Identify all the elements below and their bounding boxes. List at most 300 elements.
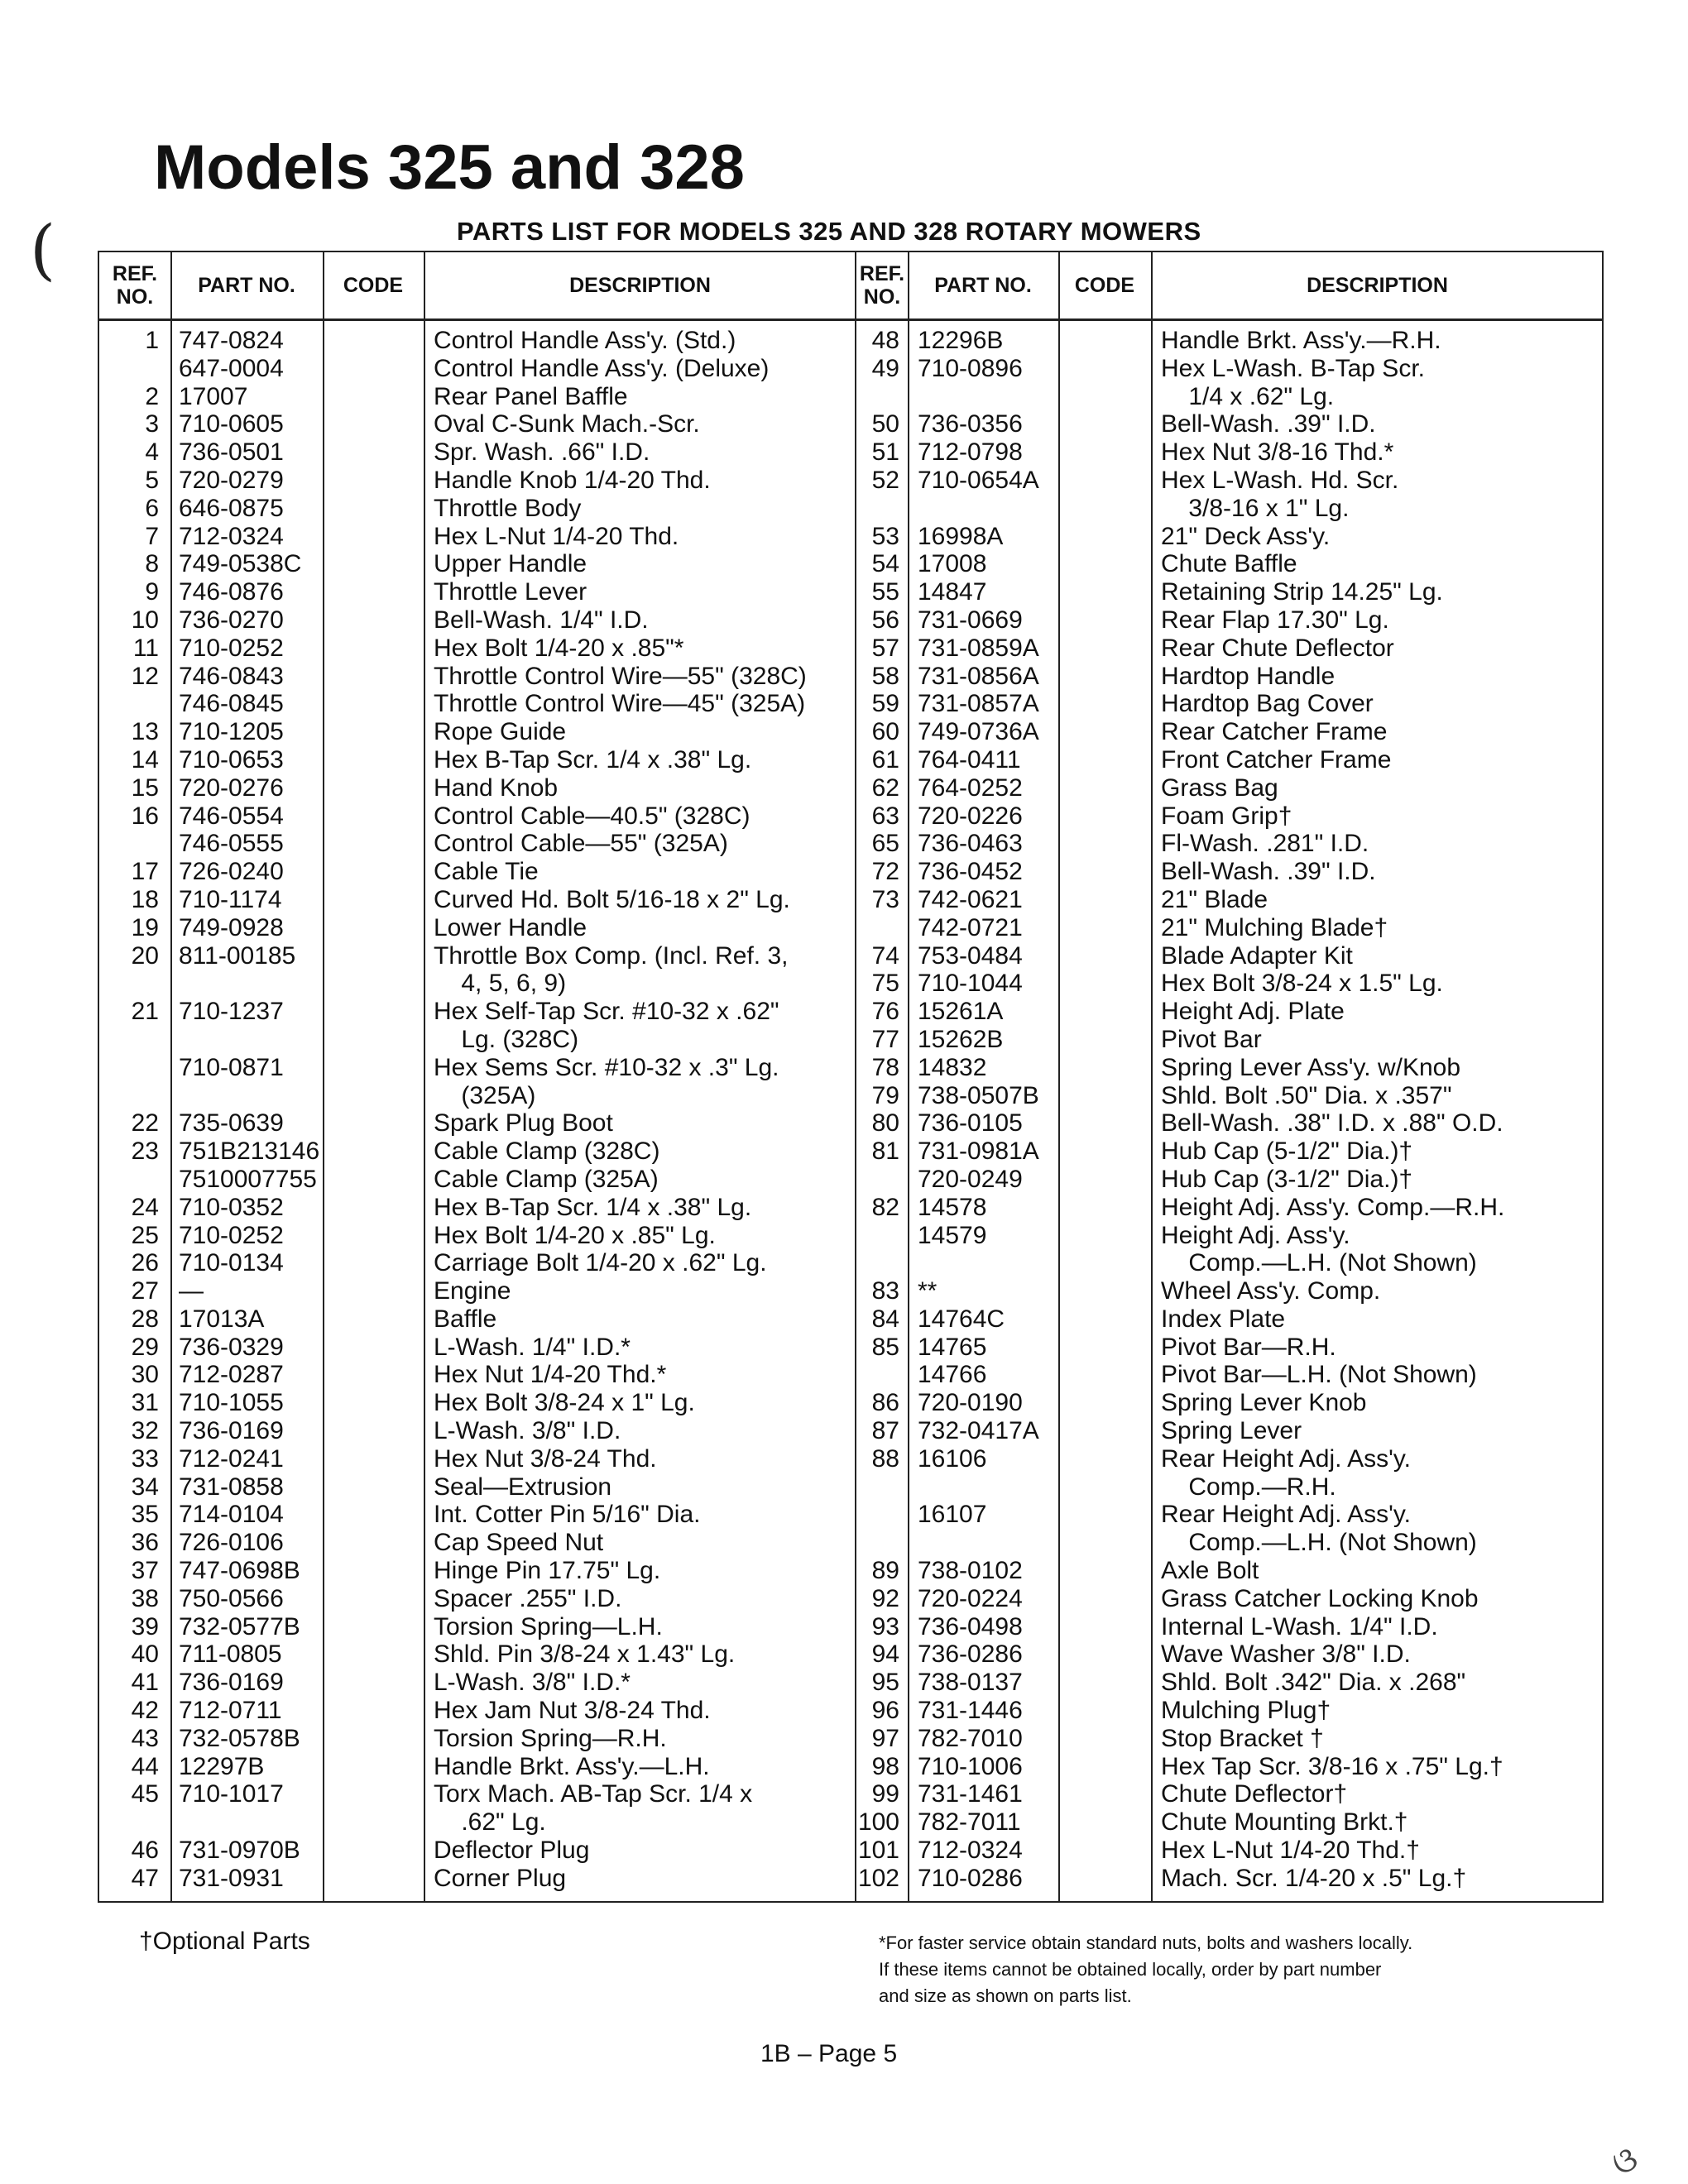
part-cell: 726-0240 xyxy=(179,858,284,886)
description-cell: Spr. Wash. .66" I.D. xyxy=(434,438,650,467)
table-row xyxy=(856,1026,1604,1054)
description-cell: Blade Adapter Kit xyxy=(1161,941,1353,970)
part-cell: 710-1205 xyxy=(179,718,284,746)
description-cell: Mach. Scr. 1/4-20 x .5" Lg.† xyxy=(1161,1864,1467,1892)
header-ref-no: REF. NO. xyxy=(859,262,905,309)
table-row xyxy=(856,802,1604,831)
description-cell: Shld. Bolt .342" Dia. x .268" xyxy=(1161,1669,1466,1697)
part-cell: 710-0605 xyxy=(179,410,284,438)
description-cell: Cable Clamp (325A) xyxy=(434,1165,659,1193)
page-title: Models 325 and 328 xyxy=(154,132,745,203)
ref-cell: 93 xyxy=(871,1612,899,1640)
description-cell: Bell-Wash. .39" I.D. xyxy=(1161,858,1376,886)
ref-cell: 12 xyxy=(131,662,159,690)
ref-cell: 10 xyxy=(131,606,159,634)
table-row xyxy=(856,1138,1604,1166)
table-row xyxy=(99,886,856,914)
description-cell: Foam Grip† xyxy=(1161,802,1292,830)
table-row xyxy=(856,1445,1604,1473)
ref-cell: 28 xyxy=(131,1305,159,1333)
description-cell: Rope Guide xyxy=(434,718,567,746)
ref-cell: 86 xyxy=(871,1389,899,1417)
part-cell: 731-1461 xyxy=(918,1780,1023,1808)
part-cell: 712-0241 xyxy=(179,1444,284,1473)
ref-cell: 102 xyxy=(857,1864,899,1892)
description-cell: Handle Brkt. Ass'y.—R.H. xyxy=(1161,327,1441,354)
ref-cell: 88 xyxy=(871,1444,899,1473)
description-cell: Hex Self-Tap Scr. #10-32 x .62" xyxy=(434,998,779,1026)
table-row xyxy=(99,1082,856,1110)
description-cell: Height Adj. Ass'y. xyxy=(1161,1221,1350,1249)
part-cell: 710-0286 xyxy=(918,1864,1023,1892)
table-row xyxy=(856,1613,1604,1641)
description-cell: 21" Blade xyxy=(1161,885,1268,913)
description-cell: Hex Bolt 3/8-24 x 1" Lg. xyxy=(434,1389,695,1417)
ref-cell: 17 xyxy=(131,858,159,886)
rows-right xyxy=(856,318,1604,1893)
description-cell: Throttle Control Wire—55" (328C) xyxy=(434,662,807,690)
part-cell: 782-7011 xyxy=(918,1808,1021,1837)
ref-cell: 14 xyxy=(131,745,159,774)
part-cell: 736-0356 xyxy=(918,410,1023,438)
description-cell: Fl-Wash. .281" I.D. xyxy=(1161,830,1369,858)
optional-parts-note: †Optional Parts xyxy=(139,1928,310,1955)
table-row xyxy=(99,327,856,355)
description-cell: Handle Knob 1/4-20 Thd. xyxy=(434,466,711,494)
ref-cell: 99 xyxy=(871,1780,899,1808)
table-row xyxy=(99,355,856,383)
description-cell: Control Cable—55" (325A) xyxy=(434,830,728,858)
part-cell: 14766 xyxy=(918,1361,987,1389)
ref-cell: 84 xyxy=(871,1305,899,1333)
description-cell: Spark Plug Boot xyxy=(434,1109,613,1138)
part-cell: 738-0507B xyxy=(918,1081,1039,1109)
service-note-line: *For faster service obtain standard nuts, bolts and washers locally. xyxy=(879,1933,1413,1953)
part-cell: 720-0226 xyxy=(918,802,1023,830)
ref-cell: 62 xyxy=(871,774,899,802)
table-row xyxy=(99,1109,856,1138)
description-cell: 21" Mulching Blade† xyxy=(1161,913,1388,941)
table-row xyxy=(856,327,1604,355)
description-cell: (325A) xyxy=(434,1081,536,1109)
part-cell: 742-0621 xyxy=(918,885,1023,913)
ref-cell: 26 xyxy=(131,1249,159,1277)
ref-cell: 35 xyxy=(131,1501,159,1529)
part-cell: 747-0698B xyxy=(179,1557,300,1585)
description-cell: Hex L-Nut 1/4-20 Thd. xyxy=(434,522,679,550)
part-cell: 764-0252 xyxy=(918,774,1023,802)
table-row xyxy=(856,467,1604,495)
description-cell: Control Handle Ass'y. (Std.) xyxy=(434,327,736,354)
part-cell: 710-1174 xyxy=(179,885,282,913)
ref-cell: 3 xyxy=(145,410,159,438)
table-row xyxy=(856,523,1604,551)
part-cell: 742-0721 xyxy=(918,913,1023,941)
ref-cell: 29 xyxy=(131,1333,159,1361)
description-cell: Hub Cap (3-1/2" Dia.)† xyxy=(1161,1165,1413,1193)
table-row xyxy=(99,1725,856,1753)
table-row xyxy=(856,1669,1604,1697)
part-cell: 731-0669 xyxy=(918,606,1023,634)
part-cell: 750-0566 xyxy=(179,1584,284,1612)
part-cell: 736-0270 xyxy=(179,606,284,634)
ref-cell: 75 xyxy=(871,970,899,998)
table-row xyxy=(856,858,1604,886)
part-cell: 710-0252 xyxy=(179,1221,284,1249)
table-row xyxy=(856,438,1604,467)
part-cell: 12296B xyxy=(918,327,1004,354)
table-row xyxy=(856,1109,1604,1138)
description-cell: Throttle Box Comp. (Incl. Ref. 3, xyxy=(434,941,789,970)
description-cell: Throttle Lever xyxy=(434,578,587,606)
ref-cell: 78 xyxy=(871,1053,899,1081)
description-cell: Hex Bolt 3/8-24 x 1.5" Lg. xyxy=(1161,970,1443,998)
table-row xyxy=(856,970,1604,998)
description-cell: Spring Lever Knob xyxy=(1161,1389,1367,1417)
description-cell: Chute Mounting Brkt.† xyxy=(1161,1808,1408,1837)
part-cell: 710-0352 xyxy=(179,1193,284,1221)
part-cell: 731-0931 xyxy=(179,1864,284,1892)
table-row xyxy=(99,1585,856,1613)
table-row xyxy=(99,1529,856,1557)
ref-cell: 65 xyxy=(871,830,899,858)
part-cell: 14765 xyxy=(918,1333,987,1361)
ref-cell: 46 xyxy=(131,1837,159,1865)
description-cell: Pivot Bar—R.H. xyxy=(1161,1333,1336,1361)
table-row xyxy=(856,886,1604,914)
table-row xyxy=(856,746,1604,774)
part-cell: 720-0276 xyxy=(179,774,284,802)
table-row xyxy=(856,1222,1604,1250)
ref-cell: 97 xyxy=(871,1724,899,1752)
part-cell: 16107 xyxy=(918,1501,987,1529)
table-row xyxy=(99,830,856,858)
table-row xyxy=(856,1557,1604,1585)
description-cell: Hardtop Bag Cover xyxy=(1161,690,1374,718)
description-cell: Hex Nut 1/4-20 Thd.* xyxy=(434,1361,667,1389)
table-row xyxy=(856,998,1604,1026)
table-row xyxy=(99,1222,856,1250)
description-cell: Int. Cotter Pin 5/16" Dia. xyxy=(434,1501,701,1529)
description-cell: Hex Jam Nut 3/8-24 Thd. xyxy=(434,1697,711,1725)
part-cell: 746-0876 xyxy=(179,578,284,606)
header-description: DESCRIPTION xyxy=(569,274,711,297)
ref-cell: 85 xyxy=(871,1333,899,1361)
description-cell: Hex Tap Scr. 3/8-16 x .75" Lg.† xyxy=(1161,1752,1503,1780)
description-cell: Height Adj. Plate xyxy=(1161,998,1345,1026)
part-cell: 647-0004 xyxy=(179,354,284,382)
description-cell: Lower Handle xyxy=(434,913,587,941)
table-row xyxy=(99,606,856,635)
table-row xyxy=(856,635,1604,663)
description-cell: Spacer .255" I.D. xyxy=(434,1584,622,1612)
part-cell: ** xyxy=(918,1277,938,1305)
part-cell: 714-0104 xyxy=(179,1501,284,1529)
table-row xyxy=(99,1780,856,1808)
table-row xyxy=(99,1808,856,1837)
ref-cell: 79 xyxy=(871,1081,899,1109)
ref-cell: 41 xyxy=(131,1669,159,1697)
ref-cell: 87 xyxy=(871,1417,899,1445)
table-row xyxy=(99,1697,856,1725)
ref-cell: 80 xyxy=(871,1109,899,1138)
ref-cell: 54 xyxy=(871,550,899,578)
part-cell: 712-0798 xyxy=(918,438,1023,467)
ref-cell: 48 xyxy=(871,327,899,354)
ref-cell: 7 xyxy=(145,522,159,550)
part-cell: 710-0896 xyxy=(918,354,1023,382)
ref-cell: 96 xyxy=(871,1697,899,1725)
description-cell: L-Wash. 3/8" I.D.* xyxy=(434,1669,631,1697)
part-cell: 736-0498 xyxy=(918,1612,1023,1640)
ref-cell: 37 xyxy=(131,1557,159,1585)
ref-cell: 53 xyxy=(871,522,899,550)
table-row xyxy=(99,1026,856,1054)
service-note xyxy=(879,1930,1557,2009)
part-cell: 731-0858 xyxy=(179,1473,284,1501)
table-row xyxy=(856,1361,1604,1389)
table-row xyxy=(99,858,856,886)
service-note-line: and size as shown on parts list. xyxy=(879,1985,1132,2006)
ref-cell: 47 xyxy=(131,1864,159,1892)
description-cell: Throttle Control Wire—45" (325A) xyxy=(434,690,806,718)
description-cell: Control Cable—40.5" (328C) xyxy=(434,802,750,830)
table-row xyxy=(99,467,856,495)
description-cell: Upper Handle xyxy=(434,550,587,578)
table-row xyxy=(856,495,1604,523)
ref-cell: 76 xyxy=(871,998,899,1026)
part-cell: 15261A xyxy=(918,998,1004,1026)
part-cell: 736-0329 xyxy=(179,1333,284,1361)
table-row xyxy=(856,663,1604,691)
table-row xyxy=(99,1753,856,1781)
part-cell: 710-0654A xyxy=(918,466,1039,494)
description-cell: Rear Height Adj. Ass'y. xyxy=(1161,1501,1411,1529)
description-cell: Axle Bolt xyxy=(1161,1557,1259,1585)
table-row xyxy=(99,663,856,691)
table-header-left xyxy=(99,252,856,321)
ref-cell: 31 xyxy=(131,1389,159,1417)
description-cell: Spring Lever xyxy=(1161,1417,1302,1445)
part-cell: 710-1055 xyxy=(179,1389,284,1417)
part-cell: 736-0463 xyxy=(918,830,1023,858)
part-cell: — xyxy=(179,1277,204,1305)
part-cell: 764-0411 xyxy=(918,745,1021,774)
description-cell: Deflector Plug xyxy=(434,1837,590,1865)
part-cell: 736-0452 xyxy=(918,858,1023,886)
part-cell: 646-0875 xyxy=(179,494,284,522)
description-cell: Comp.—L.H. (Not Shown) xyxy=(1161,1529,1477,1557)
description-cell: Internal L-Wash. 1/4" I.D. xyxy=(1161,1612,1438,1640)
table-row xyxy=(99,1361,856,1389)
header-part-no: PART NO. xyxy=(198,274,295,297)
table-row xyxy=(856,355,1604,383)
table-row xyxy=(99,1054,856,1082)
part-cell: 746-0554 xyxy=(179,802,284,830)
description-cell: 1/4 x .62" Lg. xyxy=(1161,382,1335,410)
table-row xyxy=(99,1669,856,1697)
description-cell: Hex L-Wash. Hd. Scr. xyxy=(1161,466,1399,494)
table-row xyxy=(856,1501,1604,1529)
part-cell: 712-0287 xyxy=(179,1361,284,1389)
table-row xyxy=(99,550,856,578)
ref-cell: 72 xyxy=(871,858,899,886)
description-cell: Height Adj. Ass'y. Comp.—R.H. xyxy=(1161,1193,1505,1221)
description-cell: Hex L-Wash. B-Tap Scr. xyxy=(1161,354,1425,382)
table-row xyxy=(856,1249,1604,1277)
part-cell: 710-1237 xyxy=(179,998,284,1026)
table-row xyxy=(856,1725,1604,1753)
table-row xyxy=(99,438,856,467)
part-cell: 720-0279 xyxy=(179,466,284,494)
table-row xyxy=(99,1166,856,1194)
description-cell: Hinge Pin 17.75" Lg. xyxy=(434,1557,661,1585)
part-cell: 712-0324 xyxy=(179,522,284,550)
description-cell: Wheel Ass'y. Comp. xyxy=(1161,1277,1381,1305)
ref-cell: 83 xyxy=(871,1277,899,1305)
table-row xyxy=(856,1585,1604,1613)
ref-cell: 100 xyxy=(857,1808,899,1837)
parts-table-right xyxy=(856,252,1604,1901)
description-cell: Engine xyxy=(434,1277,511,1305)
ref-cell: 33 xyxy=(131,1444,159,1473)
ref-cell: 22 xyxy=(131,1109,159,1138)
table-row xyxy=(99,1640,856,1669)
description-cell: Pivot Bar—L.H. (Not Shown) xyxy=(1161,1361,1477,1389)
description-cell: Retaining Strip 14.25" Lg. xyxy=(1161,578,1443,606)
part-cell: 731-0857A xyxy=(918,690,1039,718)
description-cell: Rear Panel Baffle xyxy=(434,382,628,410)
parts-table xyxy=(98,251,1604,1903)
table-row xyxy=(99,802,856,831)
table-row xyxy=(856,1054,1604,1082)
service-note-line: If these items cannot be obtained locally, order by part number xyxy=(879,1959,1382,1980)
ref-cell: 43 xyxy=(131,1724,159,1752)
part-cell: 746-0845 xyxy=(179,690,284,718)
part-cell: 732-0578B xyxy=(179,1724,300,1752)
table-row xyxy=(856,550,1604,578)
description-cell: Hex Bolt 1/4-20 x .85"* xyxy=(434,634,684,662)
table-row xyxy=(856,690,1604,718)
table-row xyxy=(856,1808,1604,1837)
table-row xyxy=(856,1640,1604,1669)
description-cell: Rear Height Adj. Ass'y. xyxy=(1161,1444,1411,1473)
header-code: CODE xyxy=(343,274,404,297)
part-cell: 720-0249 xyxy=(918,1165,1023,1193)
ref-cell: 92 xyxy=(871,1584,899,1612)
part-cell: 731-1446 xyxy=(918,1697,1023,1725)
table-row xyxy=(856,1753,1604,1781)
description-cell: Pivot Bar xyxy=(1161,1025,1262,1053)
part-cell: 746-0555 xyxy=(179,830,284,858)
header-code: CODE xyxy=(1074,274,1135,297)
description-cell: Wave Washer 3/8" I.D. xyxy=(1161,1640,1411,1669)
ref-cell: 52 xyxy=(871,466,899,494)
header-ref-no: REF. NO. xyxy=(112,262,158,309)
table-row xyxy=(856,1865,1604,1893)
part-cell: 14764C xyxy=(918,1305,1005,1333)
handwritten-corner-mark: ଓ xyxy=(1605,2139,1645,2184)
part-cell: 753-0484 xyxy=(918,941,1023,970)
part-cell: 17008 xyxy=(918,550,987,578)
ref-cell: 32 xyxy=(131,1417,159,1445)
part-cell: 736-0286 xyxy=(918,1640,1023,1669)
table-row xyxy=(99,635,856,663)
ref-cell: 58 xyxy=(871,662,899,690)
table-row xyxy=(856,1166,1604,1194)
part-cell: 710-1044 xyxy=(918,970,1023,998)
part-cell: 720-0224 xyxy=(918,1584,1023,1612)
ref-cell: 57 xyxy=(871,634,899,662)
part-cell: 15262B xyxy=(918,1025,1004,1053)
description-cell: Rear Chute Deflector xyxy=(1161,634,1394,662)
description-cell: Seal—Extrusion xyxy=(434,1473,612,1501)
table-row xyxy=(856,830,1604,858)
description-cell: L-Wash. 3/8" I.D. xyxy=(434,1417,621,1445)
ref-cell: 11 xyxy=(132,634,159,662)
ref-cell: 89 xyxy=(871,1557,899,1585)
part-cell: 7510007755 xyxy=(179,1165,317,1193)
table-row xyxy=(856,1417,1604,1445)
ref-cell: 101 xyxy=(857,1837,899,1865)
table-row xyxy=(856,718,1604,746)
ref-cell: 50 xyxy=(871,410,899,438)
description-cell: Comp.—R.H. xyxy=(1161,1473,1336,1501)
description-cell: Cap Speed Nut xyxy=(434,1529,604,1557)
description-cell: Torsion Spring—R.H. xyxy=(434,1724,667,1752)
ref-cell: 56 xyxy=(871,606,899,634)
part-cell: 731-0856A xyxy=(918,662,1039,690)
table-row xyxy=(99,970,856,998)
part-cell: 711-0805 xyxy=(179,1640,282,1669)
ref-cell: 45 xyxy=(131,1780,159,1808)
ref-cell: 24 xyxy=(131,1193,159,1221)
table-row xyxy=(856,606,1604,635)
description-cell: Bell-Wash. .38" I.D. x .88" O.D. xyxy=(1161,1109,1503,1138)
description-cell: Shld. Pin 3/8-24 x 1.43" Lg. xyxy=(434,1640,736,1669)
description-cell: Hex B-Tap Scr. 1/4 x .38" Lg. xyxy=(434,1193,752,1221)
part-cell: 732-0417A xyxy=(918,1417,1039,1445)
table-row xyxy=(99,718,856,746)
page-number: 1B – Page 5 xyxy=(760,2040,898,2067)
table-row xyxy=(856,1780,1604,1808)
part-cell: 710-0134 xyxy=(179,1249,284,1277)
part-cell: 14832 xyxy=(918,1053,987,1081)
part-cell: 14847 xyxy=(918,578,987,606)
header-part-no: PART NO. xyxy=(934,274,1032,297)
description-cell: Rear Catcher Frame xyxy=(1161,718,1388,746)
table-row xyxy=(856,410,1604,438)
part-cell: 749-0928 xyxy=(179,913,284,941)
table-row xyxy=(99,1194,856,1222)
ref-cell: 5 xyxy=(145,466,159,494)
description-cell: Hex Nut 3/8-16 Thd.* xyxy=(1161,438,1394,467)
description-cell: Lg. (328C) xyxy=(434,1025,579,1053)
table-row xyxy=(99,774,856,802)
description-cell: Grass Catcher Locking Knob xyxy=(1161,1584,1479,1612)
ref-cell: 42 xyxy=(131,1697,159,1725)
description-cell: Bell-Wash. .39" I.D. xyxy=(1161,410,1376,438)
ref-cell: 63 xyxy=(871,802,899,830)
description-cell: Chute Deflector† xyxy=(1161,1780,1348,1808)
parts-list-subtitle: PARTS LIST FOR MODELS 325 AND 328 ROTARY MOWERS xyxy=(457,217,1201,246)
description-cell: Index Plate xyxy=(1161,1305,1286,1333)
description-cell: Shld. Bolt .50" Dia. x .357" xyxy=(1161,1081,1452,1109)
part-cell: 736-0501 xyxy=(179,438,284,467)
description-cell: Throttle Body xyxy=(434,494,582,522)
ref-cell: 13 xyxy=(131,718,159,746)
part-cell: 732-0577B xyxy=(179,1612,300,1640)
